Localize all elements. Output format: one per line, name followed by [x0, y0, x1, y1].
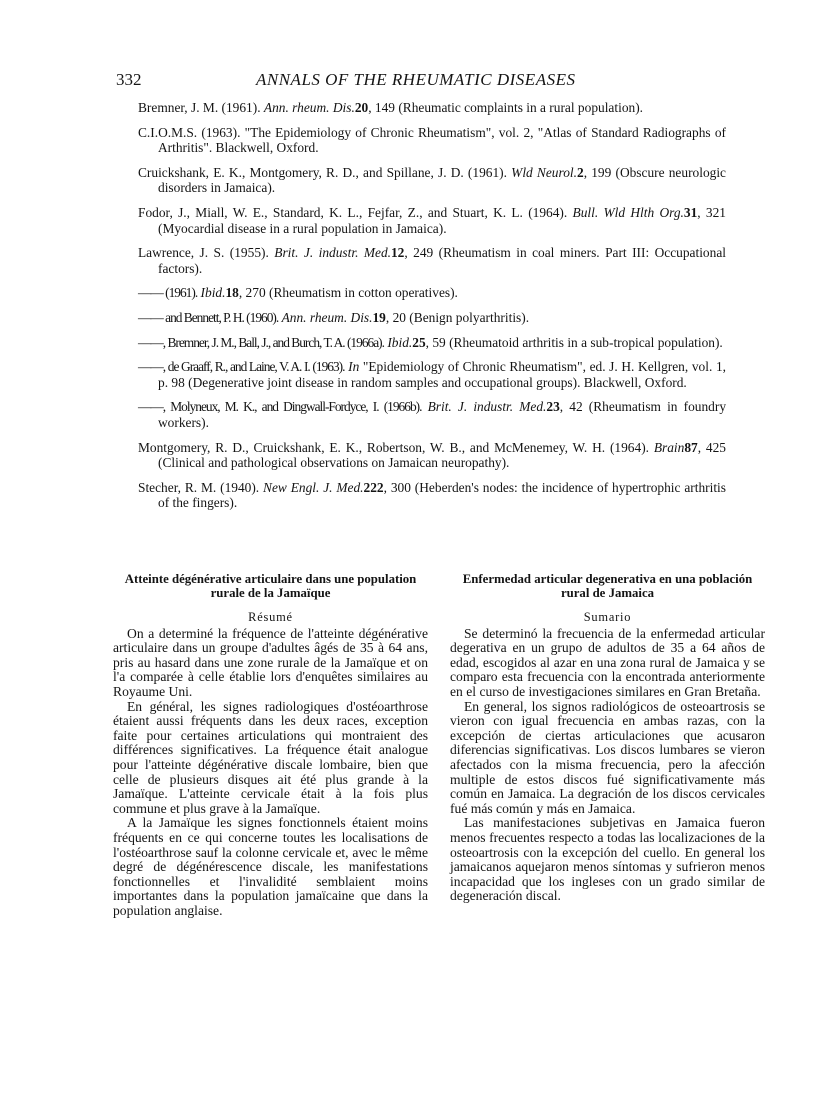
- spanish-summary: [450, 572, 765, 904]
- page-header: [116, 70, 720, 96]
- journal-title: ANNALS OF THE RHEUMATIC DISEASES: [256, 70, 576, 89]
- page-number: 332: [116, 70, 142, 89]
- reference-item: Stecher, R. M. (1940). New Engl. J. Med.222, 300 (Heberden's nodes: the incidence of hypertrophic arthritis of the fingers).: [138, 479, 726, 511]
- spanish-summary-title: Enfermedad articular degenerativa en una población rural de Jamaica: [462, 572, 753, 600]
- spanish-paragraph: Las manifestaciones subjetivas en Jamaica fueron menos frecuentes respecto a todas las localizaciones de la osteoartrosis con la excepción del cuello. En general los jamaicanos aquejaron menos síntomas y sufrieron menos incapacidad que los ingleses con un grado similar de degeneración discal.: [450, 815, 765, 904]
- spanish-summary-label: Sumario: [583, 610, 632, 624]
- reference-item: —— (1961). Ibid.18, 270 (Rheumatism in cotton operatives).: [138, 285, 458, 301]
- reference-item: ——, de Graaff, R., and Laine, V. A. I. (1963). In "Epidemiology of Chronic Rheumatism", ed. J. H. Kellgren, vol. 1, p. 98 (Degenerative joint disease in random samples and occupational groups). Blackwell, Oxford.: [138, 359, 726, 390]
- reference-item: C.I.O.M.S. (1963). "The Epidemiology of Chronic Rheumatism", vol. 2, "Atlas of Standard Radiographs of Arthritis". Blackwell, Oxford.: [138, 124, 726, 156]
- french-paragraph: On a determiné la fréquence de l'atteinte dégénérative articulaire dans un groupe d'adultes âgés de 35 à 64 ans, pris au hasard dans une zone rurale de la Jamaïque et on l'a comparée à celle établie lors d'enquêtes similaires au Royaume Uni.: [113, 625, 428, 699]
- reference-item: ——, Molyneux, M. K., and Dingwall-Fordyce, I. (1966b). Brit. J. industr. Med.23, 42 (Rheumatism in foundry workers).: [138, 399, 727, 430]
- reference-item: —— and Bennett, P. H. (1960). Ann. rheum. Dis.19, 20 (Benign polyarthritis).: [138, 309, 530, 325]
- french-summary: [113, 572, 428, 918]
- reference-item: Cruickshank, E. K., Montgomery, R. D., and Spillane, J. D. (1961). Wld Neurol.2, 199 (Obscure neurologic disorders in Jamaica).: [138, 164, 727, 196]
- french-summary-title: Atteinte dégénérative articulaire dans une population rurale de la Jamaïque: [124, 572, 417, 600]
- reference-item: ——, Bremner, J. M., Ball, J., and Burch, T. A. (1966a). Ibid.25, 59 (Rheumatoid arthritis in a sub-tropical population).: [138, 334, 723, 350]
- reference-item: Bremner, J. M. (1961). Ann. rheum. Dis.20, 149 (Rheumatic complaints in a rural population).: [138, 100, 644, 115]
- reference-item: Fodor, J., Miall, W. E., Standard, K. L., Fejfar, Z., and Stuart, K. L. (1964). Bull. Wld Hlth Org.31, 321 (Myocardial disease in a rural population in Jamaica).: [138, 204, 727, 236]
- reference-list: [138, 100, 726, 520]
- spanish-paragraph: En general, los signos radiológicos de osteoartrosis se vieron con igual frecuencia en ambas razas, con la excepción de ciertas articulaciones que acusaron diferencias significativas. Los discos lumbares se vieron afectados con la misma frecuencia, pero la afección multiple de estos discos fué significativamente más común en Jamaica. La degración de los discos cervicales fué más común y más en Jamaica.: [450, 698, 765, 816]
- spanish-paragraph: Se determinó la frecuencia de la enfermedad articular degerativa en un grupo de adultos de 35 a 64 años de edad, escogidos al azar en una zona rural de Jamaica y se comparo esta frecuencia con la encontrada anteriormente en el curso de investigaciones similares en Gran Bretaña.: [450, 625, 765, 699]
- french-paragraph: En général, les signes radiologiques d'ostéoarthrose étaient aussi fréquents dans les deux races, exception faite pour certaines articulations qui montraient des différences significatives. La fréquence était analogue pour l'atteinte dégénérative discale lombaire, bien que celle de plusieurs disques ait été plus grande à la Jamaïque. L'atteinte cervicale était à la fois plus commune et plus grave à la Jamaïque.: [113, 698, 428, 816]
- french-paragraph: A la Jamaïque les signes fonctionnels étaient moins fréquents en ce qui concerne toutes les localisations de l'ostéoarthrose sauf la colonne cervicale et, avec le même degré de dégénérescence discale, les manifestations fonctionnelles et l'invalidité semblaient moins importantes dans la population jamaïcaine que dans la population anglaise.: [113, 815, 428, 918]
- reference-item: Lawrence, J. S. (1955). Brit. J. industr. Med.12, 249 (Rheumatism in coal miners. Part III: Occupational factors).: [138, 245, 726, 276]
- french-summary-label: Résumé: [248, 610, 293, 624]
- reference-item: Montgomery, R. D., Cruickshank, E. K., Robertson, W. B., and McMenemey, W. H. (1964). Brain87, 425 (Clinical and pathological observations on Jamaican neuropathy).: [138, 439, 726, 471]
